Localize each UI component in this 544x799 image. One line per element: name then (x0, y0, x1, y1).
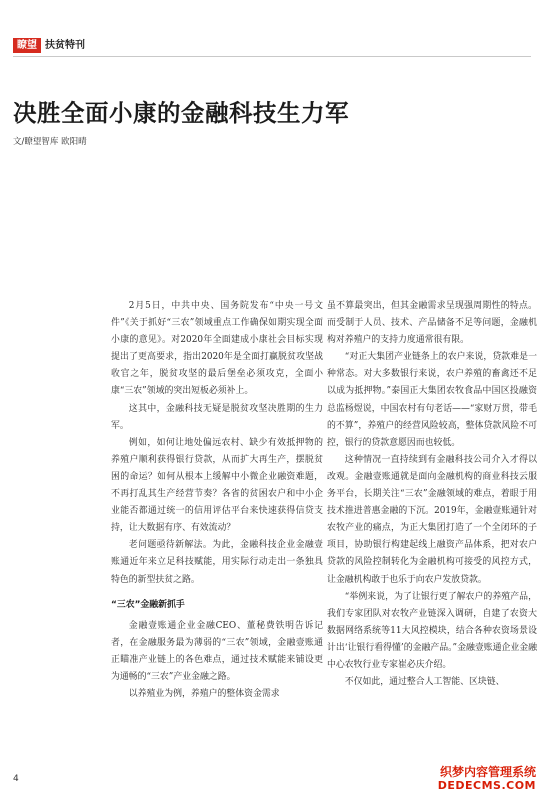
paragraph: 2月5日，中共中央、国务院发布“中央一号文件”《关于抓好“三农”领域重点工作确保如期实现全面小康的意见》。对2020年全面建成小康社会目标实现提出了更高要求，指出2020年是全面打赢脱贫攻坚战收官之年，脱贫攻坚的最后堡垒必须攻克，全面小康“三农”领域的突出短板必须补上。 (111, 301, 323, 397)
left-column (111, 298, 323, 703)
header-divider (13, 56, 531, 57)
watermark-url: DEDECMS.COM (437, 779, 536, 792)
paragraph: 例如，如何让地处偏远农村、缺少有效抵押物的养殖户顺利获得银行贷款，从而扩大再生产，摆脱贫困的命运？如何从根本上缓解中小微企业融资难题，不再打乱其生产经营节奏？各省的贫困农户和中小企业能否都通过统一的信用评估平台来快速获得信贷支持，让大数据有序、有效流动？ (111, 437, 323, 534)
paragraph: 不仅如此，通过整合人工智能、区块链、 (344, 677, 505, 688)
paragraph: “对正大集团产业链条上的农户来说，贷款难是一种常态。对大多数银行来说，农户养殖的畜禽还不足以成为抵押物。”泰国正大集团农牧食品中国区投融资总监杨煜说，中国农村有句老话——“家财万贯，带毛的不算”，养殖户的经营风险较高，整体贷款风险不可控，银行的贷款意愿因而也较低。 (327, 352, 537, 448)
paragraph: 金融壹账通企业金融CEO、董秘费铁明告诉记者，在金融服务最为薄弱的“三农”领域，金融壹账通正瞄准产业链上的各色难点，通过技术赋能来铺设更为通畅的“三农”产业金融之路。 (111, 620, 323, 682)
subheading: “三农”金融新抓手 (111, 599, 185, 610)
watermark (438, 765, 536, 793)
paragraph: “举例来说，为了让银行更了解农户的养殖产品，我们专家团队对农牧产业链深入调研，自建了农资大数据网络系统等11大风控模块，结合各种农资场景设计出‘让银行看得懂’的金融产品。”金融壹账通企业金融中心农牧行业专家崔必庆介绍。 (327, 591, 537, 670)
article-byline: 文/瞭望智库 欧阳晴 (13, 137, 87, 147)
paragraph: 以养殖业为例，养殖户的整体资金需求 (128, 689, 280, 700)
paragraph: 这种情况一直持续到有金融科技公司介入才得以改观。金融壹账通就是面向金融机构的商业科技云服务平台，长期关注“三农”金融领域的难点，着眼于用技术推进普惠金融的下沉。2019年，金融壹账通针对农牧产业的痛点，为正大集团打造了一个全闭环的子项目，协助银行构建起线上融资产品体系，把对农户贷款的风险控制转化为金融机构可接受的风控方式，让金融机构敢于也乐于向农户发放贷款。 (327, 454, 537, 585)
page-number: 4 (13, 774, 19, 784)
magazine-header (13, 38, 85, 53)
paragraph: 这其中，金融科技无疑是脱贫攻坚决胜期的生力军。 (111, 403, 323, 431)
paragraph: 老问题亟待新解法。为此，金融科技企业金融壹账通近年来立足科技赋能，用实际行动走出一条独具特色的新型扶贫之路。 (111, 540, 323, 585)
article-title: 决胜全面小康的金融科技生力军 (13, 99, 349, 127)
paragraph-continuation: 虽不算最突出，但其金融需求呈现强周期性的特点。而受制于人员、技术、产品储备不足等问题，金融机构对养殖户的支持力度通常很有限。 (327, 301, 537, 346)
right-column (327, 298, 537, 691)
magazine-logo: 瞭望 (13, 38, 41, 53)
watermark-text: 织梦内容管理系统 (439, 765, 536, 779)
section-label: 扶贫特刊 (45, 40, 85, 51)
